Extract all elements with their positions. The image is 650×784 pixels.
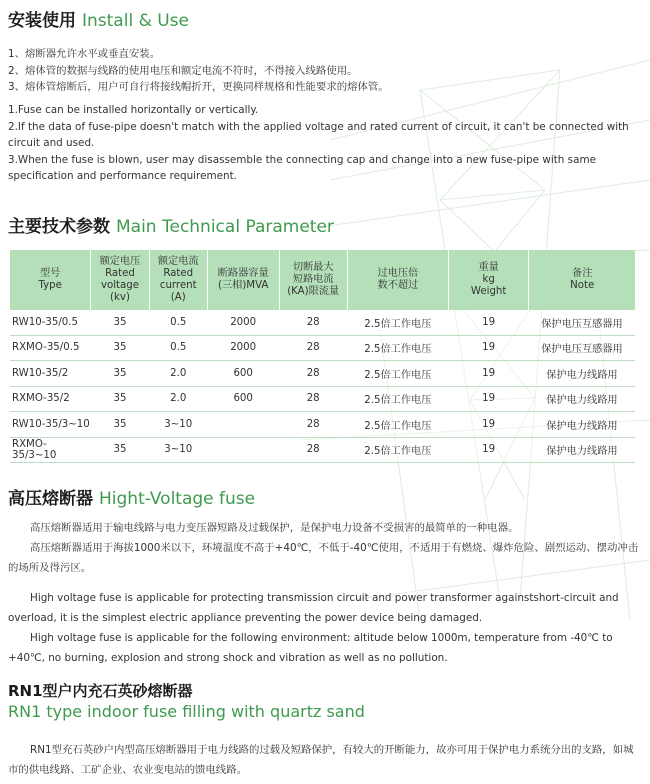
table-row (10, 412, 635, 438)
table-row (10, 386, 635, 412)
table-cell: 28 (279, 310, 347, 335)
header-line: 断路器容量 (217, 268, 269, 279)
table-row (10, 335, 635, 361)
table-cell: 28 (279, 437, 347, 463)
table-cell: 2.5倍工作电压 (347, 335, 448, 361)
rn1-heading-en: RN1 type indoor fuse filling with quartz sand (8, 702, 365, 721)
paragraph: High voltage fuse is applicable for the following environment: altitude below 1000m, temperature from -40℃ to +40℃, no burning, explosion and strong shock and vibration as well as no pollution. (8, 632, 613, 664)
header-line: 切断最大 (292, 262, 334, 273)
table-header-cell (91, 250, 149, 310)
table-cell: 2000 (207, 310, 279, 335)
table-row (10, 361, 635, 387)
table-cell: 保护电力线路用 (529, 361, 635, 387)
table-cell: 2.0 (149, 361, 207, 387)
table-cell: 保护电力线路用 (529, 412, 635, 438)
table-cell: 600 (207, 361, 279, 387)
header-line: Rated (105, 268, 135, 279)
paragraph: 高压熔断器适用于输电线路与电力变压器短路及过载保护，是保护电力设备不受损害的最简单的一种电器。 (30, 522, 519, 534)
hv-fuse-en-text (8, 588, 642, 668)
header-line: (三相)MVA (217, 280, 269, 291)
header-line: current (159, 280, 197, 291)
table-cell: 35 (91, 361, 149, 387)
header-line: 型号 (39, 268, 61, 279)
table-cell: 35 (91, 335, 149, 361)
header-line: Rated (163, 268, 194, 279)
table-cell: 28 (279, 412, 347, 438)
header-line: (A) (170, 292, 186, 303)
rn1-text (8, 740, 642, 780)
table-cell: 2.5倍工作电压 (347, 437, 448, 463)
table-cell: 3~10 (149, 412, 207, 438)
table-cell: 19 (448, 386, 529, 412)
rn1-heading-cn: RN1型户内充石英砂熔断器 (8, 682, 193, 700)
table-cell: 保护电力线路用 (529, 437, 635, 463)
table-cell: 2.5倍工作电压 (347, 310, 448, 335)
table-header-cell (347, 250, 448, 310)
technical-parameter-heading: 主要技术参数 Main Technical Parameter (8, 217, 334, 237)
header-line: (kv) (110, 292, 130, 303)
table-body (10, 310, 635, 463)
table-cell: 35 (91, 412, 149, 438)
table-cell (207, 412, 279, 438)
table-row (10, 310, 635, 335)
header-line: 备注 (572, 268, 593, 279)
table-cell: RW10-35/2 (10, 361, 91, 387)
header-line: (KA)限流量 (287, 286, 340, 297)
table-cell: RXMO-35/0.5 (10, 335, 91, 361)
parameter-table (10, 250, 635, 463)
table-cell: 600 (207, 386, 279, 412)
table-header-cell (10, 250, 91, 310)
table-header-cell (207, 250, 279, 310)
table-cell: 0.5 (149, 310, 207, 335)
table-cell: 0.5 (149, 335, 207, 361)
install-en-item: 2.If the data of fuse-pipe doesn't match with the applied voltage and rated current of circuit, it can't be connected with circuit and used. (8, 120, 629, 149)
paragraph: 高压熔断器适用于海拔1000米以下，环境温度不高于+40℃，不低于-40℃使用，不适用于有燃烧、爆炸危险、剧烈运动、摆动冲击的场所及得污区。 (8, 542, 639, 574)
paragraph: High voltage fuse is applicable for protecting transmission circuit and power transformer againstshort-circuit and overload, it is the simplest electric appliance preventing the power device being damaged. (8, 592, 619, 624)
header-line: 过电压倍 (377, 268, 419, 279)
table-cell: 2.0 (149, 386, 207, 412)
table-header-cell (529, 250, 635, 310)
table-cell: 28 (279, 361, 347, 387)
table-cell: 2.5倍工作电压 (347, 412, 448, 438)
table-cell: 保护电压互感器用 (529, 335, 635, 361)
header-line: 数不超过 (377, 280, 419, 291)
install-en-item: 3.When the fuse is blown, user may disassemble the connecting cap and change into a new fuse-pipe with same specification and performance requirement. (8, 153, 596, 182)
install-en-item: 1.Fuse can be installed horizontally or vertically. (8, 104, 259, 116)
table-cell: 19 (448, 310, 529, 335)
table-header-row (10, 250, 635, 310)
table-cell: 35 (91, 437, 149, 463)
header-line: Type (38, 280, 62, 291)
table-header-cell (279, 250, 347, 310)
install-use-heading: 安装使用 Install & Use (8, 11, 189, 31)
install-cn-list (8, 46, 648, 96)
table-cell: RW10-35/3~10 (10, 412, 91, 438)
hv-fuse-cn-text (8, 518, 642, 578)
header-line: 额定电流 (157, 256, 199, 267)
table-cell: 2000 (207, 335, 279, 361)
table-header-cell (149, 250, 207, 310)
install-cn-item: 1、熔断器允许水平或垂直安装。 (8, 48, 161, 60)
table-cell (207, 437, 279, 463)
header-line: 重量 (478, 262, 499, 273)
table-header-cell (448, 250, 529, 310)
header-line: 短路电流 (292, 274, 334, 285)
table-cell: 19 (448, 335, 529, 361)
header-line: 额定电压 (99, 256, 141, 267)
high-voltage-fuse-heading: 高压熔断器 Hight-Voltage fuse (8, 489, 256, 509)
table-cell: 保护电压互感器用 (529, 310, 635, 335)
table-cell: 28 (279, 335, 347, 361)
table-cell: 35 (91, 310, 149, 335)
table-cell: 19 (448, 361, 529, 387)
table-cell: 3~10 (149, 437, 207, 463)
table-cell: RXMO-35/2 (10, 386, 91, 412)
header-line: Note (570, 280, 595, 291)
table-cell: 2.5倍工作电压 (347, 386, 448, 412)
table-row (10, 437, 635, 463)
table-cell: 19 (448, 412, 529, 438)
table-cell: 2.5倍工作电压 (347, 361, 448, 387)
install-en-list (8, 102, 648, 185)
table-cell: 28 (279, 386, 347, 412)
header-line: kg (482, 274, 495, 285)
table-cell: 保护电力线路用 (529, 386, 635, 412)
table-cell: RW10-35/0.5 (10, 310, 91, 335)
header-line: Weight (470, 286, 507, 297)
install-cn-item: 2、熔体管的数据与线路的使用电压和额定电流不符时，不得接入线路使用。 (8, 64, 358, 77)
table-cell: RXMO-35/3~10 (10, 437, 91, 463)
install-cn-item: 3、熔体管熔断后，用户可自行将接线帽折开，更换同样规格和性能要求的熔体管。 (8, 81, 389, 93)
table-cell: 35 (91, 386, 149, 412)
table-cell: 19 (448, 437, 529, 463)
header-line: voltage (100, 280, 140, 291)
paragraph: RN1型充石英砂户内型高压熔断器用于电力线路的过载及短路保护，有较大的开断能力，故亦可用于保护电力系统分出的支路，如城市的供电线路、工矿企业、农业变电站的馈电线路。 (8, 744, 634, 776)
